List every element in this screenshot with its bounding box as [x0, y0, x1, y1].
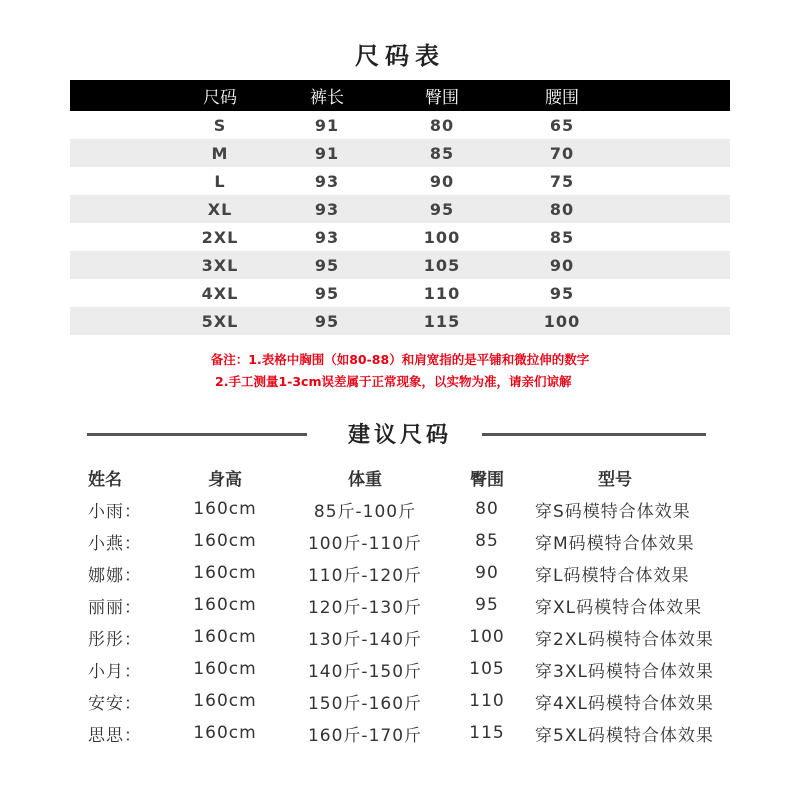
- recommend-header: [0, 461, 800, 493]
- waist-cell: 95: [549, 283, 575, 303]
- weight-cell: 150斤-160斤: [307, 693, 423, 714]
- divider-right: [482, 433, 706, 436]
- hip-cell: 95: [475, 595, 499, 615]
- recommend-title: 建议尺码: [347, 423, 452, 448]
- header-weight: 体重: [348, 469, 382, 490]
- name-cell: 丽丽：: [88, 597, 142, 618]
- table-row: [0, 717, 800, 749]
- header-hip: 臀围: [470, 469, 504, 490]
- table-row: [0, 685, 800, 717]
- table-row: [70, 307, 730, 335]
- recommend-table: [0, 461, 800, 749]
- size-cell: 4XL: [201, 283, 239, 303]
- model-size-cell: 穿XL码模特合体效果: [535, 597, 703, 618]
- size-chart-title: 尺码表: [355, 42, 445, 70]
- pants-length-cell: 95: [314, 283, 340, 303]
- size-cell: XL: [207, 199, 233, 219]
- waist-cell: 85: [549, 227, 575, 247]
- size-cell: L: [214, 171, 226, 191]
- waist-cell: 90: [549, 255, 575, 275]
- height-cell: 160cm: [193, 723, 257, 743]
- name-cell: 安安：: [88, 693, 142, 714]
- header-pants-length: 裤长: [310, 88, 344, 108]
- note-line-1: 备注：1.表格中胸围（如80-88）和肩宽指的是平铺和微拉伸的数字: [210, 352, 590, 367]
- size-cell: 3XL: [201, 255, 239, 275]
- pants-length-cell: 91: [314, 115, 340, 135]
- model-size-cell: 穿4XL码模特合体效果: [535, 693, 714, 714]
- size-cell: 5XL: [201, 311, 239, 331]
- hip-cell: 95: [429, 199, 455, 219]
- header-model-size: 型号: [598, 469, 632, 490]
- weight-cell: 160斤-170斤: [307, 725, 423, 746]
- name-cell: 小月：: [88, 661, 142, 682]
- waist-cell: 75: [549, 171, 575, 191]
- table-row: [70, 223, 730, 251]
- hip-cell: 80: [475, 499, 499, 519]
- waist-cell: 65: [549, 115, 575, 135]
- table-row: [0, 589, 800, 621]
- hip-cell: 100: [469, 627, 505, 647]
- waist-cell: 70: [549, 143, 575, 163]
- size-chart-table: [70, 80, 730, 335]
- weight-cell: 110斤-120斤: [307, 565, 423, 586]
- height-cell: 160cm: [193, 659, 257, 679]
- table-row: [70, 167, 730, 195]
- table-row: [70, 251, 730, 279]
- hip-cell: 110: [469, 691, 505, 711]
- height-cell: 160cm: [193, 531, 257, 551]
- size-cell: S: [213, 115, 227, 135]
- hip-cell: 90: [429, 171, 455, 191]
- pants-length-cell: 93: [314, 199, 340, 219]
- hip-cell: 115: [469, 723, 505, 743]
- waist-cell: 80: [549, 199, 575, 219]
- hip-cell: 100: [423, 227, 461, 247]
- table-row: [70, 111, 730, 139]
- header-size: 尺码: [203, 88, 237, 108]
- hip-cell: 105: [423, 255, 461, 275]
- model-size-cell: 穿2XL码模特合体效果: [535, 629, 714, 650]
- height-cell: 160cm: [193, 691, 257, 711]
- header-name: 姓名: [88, 469, 122, 490]
- table-row: [70, 279, 730, 307]
- table-row: [0, 621, 800, 653]
- hip-cell: 105: [469, 659, 505, 679]
- model-size-cell: 穿5XL码模特合体效果: [535, 725, 714, 746]
- name-cell: 小雨：: [88, 501, 142, 522]
- size-chart-header: [70, 80, 730, 111]
- table-row: [0, 557, 800, 589]
- weight-cell: 100斤-110斤: [307, 533, 423, 554]
- header-hip: 臀围: [425, 88, 459, 108]
- pants-length-cell: 95: [314, 311, 340, 331]
- table-row: [0, 493, 800, 525]
- name-cell: 彤彤：: [88, 629, 142, 650]
- header-height: 身高: [208, 469, 242, 490]
- height-cell: 160cm: [193, 499, 257, 519]
- table-row: [0, 525, 800, 557]
- pants-length-cell: 91: [314, 143, 340, 163]
- name-cell: 思思：: [88, 725, 142, 746]
- size-cell: 2XL: [201, 227, 239, 247]
- header-waist: 腰围: [545, 88, 579, 108]
- height-cell: 160cm: [193, 595, 257, 615]
- pants-length-cell: 95: [314, 255, 340, 275]
- weight-cell: 140斤-150斤: [307, 661, 423, 682]
- hip-cell: 80: [429, 115, 455, 135]
- model-size-cell: 穿L码模特合体效果: [535, 565, 690, 586]
- note-line-2: 2.手工测量1-3cm误差属于正常现象，以实物为准，请亲们谅解: [215, 374, 572, 389]
- height-cell: 160cm: [193, 627, 257, 647]
- weight-cell: 130斤-140斤: [307, 629, 423, 650]
- name-cell: 娜娜：: [88, 565, 142, 586]
- model-size-cell: 穿M码模特合体效果: [535, 533, 695, 554]
- hip-cell: 85: [475, 531, 499, 551]
- name-cell: 小燕：: [88, 533, 142, 554]
- hip-cell: 90: [475, 563, 499, 583]
- table-row: [70, 139, 730, 167]
- hip-cell: 85: [429, 143, 455, 163]
- model-size-cell: 穿S码模特合体效果: [535, 501, 691, 522]
- hip-cell: 115: [423, 311, 461, 331]
- pants-length-cell: 93: [314, 171, 340, 191]
- model-size-cell: 穿3XL码模特合体效果: [535, 661, 714, 682]
- pants-length-cell: 93: [314, 227, 340, 247]
- weight-cell: 120斤-130斤: [307, 597, 423, 618]
- weight-cell: 85斤-100斤: [313, 501, 417, 522]
- waist-cell: 100: [543, 311, 581, 331]
- size-cell: M: [211, 143, 229, 163]
- height-cell: 160cm: [193, 563, 257, 583]
- hip-cell: 110: [423, 283, 461, 303]
- table-row: [0, 653, 800, 685]
- table-row: [70, 195, 730, 223]
